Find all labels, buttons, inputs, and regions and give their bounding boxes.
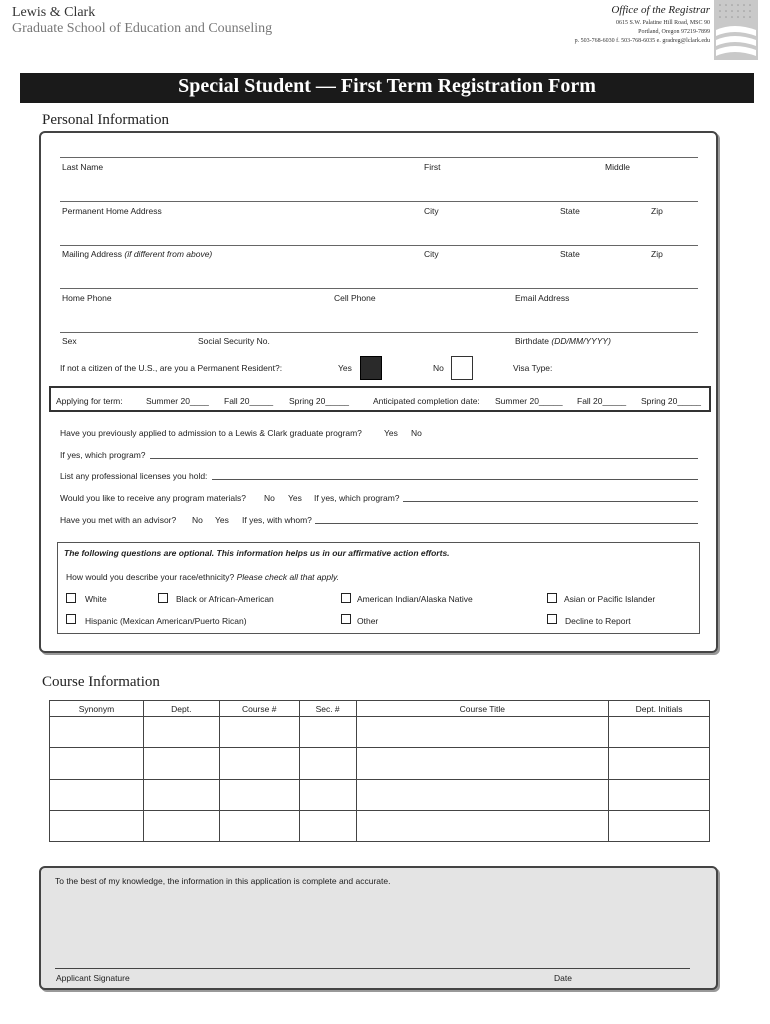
table-cell[interactable]: [50, 779, 144, 810]
home-phone-label: Home Phone: [62, 293, 112, 303]
school-name: Graduate School of Education and Counseling: [12, 21, 273, 36]
race-other-checkbox[interactable]: [341, 614, 351, 624]
col-section-number: Sec. #: [299, 701, 356, 717]
advisor-yes[interactable]: Yes: [215, 515, 229, 525]
sex-label: Sex: [62, 336, 77, 346]
applying-spring[interactable]: Spring 20_____: [289, 396, 350, 406]
race-decline-checkbox[interactable]: [547, 614, 557, 624]
table-cell[interactable]: [50, 810, 144, 841]
program-materials-no[interactable]: No: [264, 493, 275, 503]
perm-city-label: City: [424, 206, 439, 216]
table-cell[interactable]: [299, 748, 356, 779]
citizen-question: If not a citizen of the U.S., are you a Permanent Resident?:: [60, 363, 283, 373]
mail-state-label: State: [560, 249, 580, 259]
signature-date-label: Date: [554, 973, 572, 983]
course-table: [49, 700, 710, 842]
birthdate-label: [515, 336, 611, 346]
race-hispanic-label: Hispanic (Mexican American/Puerto Rican): [85, 616, 247, 626]
race-black-checkbox[interactable]: [158, 593, 168, 603]
office-title: Office of the Registrar: [611, 4, 710, 16]
permanent-address-label: Permanent Home Address: [62, 206, 162, 216]
licenses-label: List any professional licenses you hold:: [60, 471, 208, 481]
cell-phone-label: Cell Phone: [334, 293, 376, 303]
personal-info-heading: Personal Information: [42, 112, 170, 128]
race-decline-label: Decline to Report: [565, 616, 631, 626]
which-program-line[interactable]: [150, 458, 698, 459]
col-dept-initials: Dept. Initials: [609, 701, 710, 717]
visa-type-label: Visa Type:: [513, 363, 553, 373]
middle-name-label: Middle: [605, 162, 631, 172]
applying-fall[interactable]: Fall 20_____: [224, 396, 274, 406]
which-program-label: If yes, which program?: [60, 450, 146, 460]
table-row: [50, 810, 710, 841]
race-prompt-note: Please check all that apply.: [236, 572, 339, 582]
mail-zip-label: Zip: [651, 249, 663, 259]
certification-statement: To the best of my knowledge, the information in this application is complete and accurate.: [55, 876, 391, 886]
race-white-checkbox[interactable]: [66, 593, 76, 603]
advisor-whom-label: If yes, with whom?: [242, 515, 312, 525]
table-cell[interactable]: [143, 779, 219, 810]
completion-spring[interactable]: Spring 20_____: [641, 396, 702, 406]
name-line[interactable]: [60, 157, 698, 158]
org-name: Lewis & Clark: [12, 5, 96, 20]
race-white-label: White: [85, 594, 107, 604]
program-materials-yes[interactable]: Yes: [288, 493, 302, 503]
col-dept: Dept.: [143, 701, 219, 717]
table-cell[interactable]: [50, 748, 144, 779]
previous-application-no[interactable]: No: [411, 428, 422, 438]
applicant-signature-label: Applicant Signature: [56, 973, 130, 983]
table-cell[interactable]: [356, 748, 609, 779]
resident-no-label: No: [433, 363, 444, 373]
table-cell[interactable]: [609, 810, 710, 841]
race-black-label: Black or African-American: [176, 594, 274, 604]
table-cell[interactable]: [356, 717, 609, 748]
table-cell[interactable]: [143, 748, 219, 779]
previous-application-yes[interactable]: Yes: [384, 428, 398, 438]
mail-city-label: City: [424, 249, 439, 259]
anticipated-completion-label: Anticipated completion date:: [373, 396, 480, 406]
table-cell[interactable]: [609, 717, 710, 748]
table-row: [50, 748, 710, 779]
table-cell[interactable]: [219, 810, 299, 841]
table-cell[interactable]: [299, 779, 356, 810]
previous-application-question: Have you previously applied to admission to a Lewis & Clark graduate program?: [60, 428, 362, 438]
col-course-title: Course Title: [356, 701, 609, 717]
first-name-label: First: [424, 162, 441, 172]
course-info-heading: Course Information: [42, 674, 160, 690]
email-label: Email Address: [515, 293, 570, 303]
licenses-line[interactable]: [212, 479, 698, 480]
birthdate-format: (DD/MM/YYYY): [551, 336, 611, 346]
contact-line: p. 503-768-6030 f. 503-768-6035 e. gradreg@lclark.edu: [574, 38, 710, 44]
materials-which-program-line[interactable]: [403, 501, 698, 502]
resident-yes-label: Yes: [338, 363, 352, 373]
resident-yes-checkbox[interactable]: [360, 356, 382, 380]
race-american-indian-checkbox[interactable]: [341, 593, 351, 603]
race-other-label: Other: [357, 616, 379, 626]
phone-line[interactable]: [60, 288, 698, 289]
col-synonym: Synonym: [50, 701, 144, 717]
applying-term-label: Applying for term:: [56, 396, 123, 406]
advisor-no[interactable]: No: [192, 515, 203, 525]
table-cell[interactable]: [609, 748, 710, 779]
completion-summer[interactable]: Summer 20_____: [495, 396, 563, 406]
birthdate-label-text: Birthdate: [515, 336, 550, 346]
mailing-address-label-text: Mailing Address: [62, 249, 123, 259]
signature-line[interactable]: [55, 968, 690, 969]
race-asian-label: Asian or Pacific Islander: [564, 594, 656, 604]
mailing-address-label: [62, 249, 212, 259]
table-cell[interactable]: [219, 748, 299, 779]
applying-summer[interactable]: Summer 20____: [146, 396, 209, 406]
advisor-question: Have you met with an advisor?: [60, 515, 177, 525]
ssn-label: Social Security No.: [198, 336, 270, 346]
race-asian-checkbox[interactable]: [547, 593, 557, 603]
last-name-label: Last Name: [62, 162, 104, 172]
mailing-address-note: (if different from above): [124, 249, 213, 259]
perm-zip-label: Zip: [651, 206, 663, 216]
race-prompt-text: How would you describe your race/ethnicity?: [66, 572, 235, 582]
address-line-1: 0615 S.W. Palatine Hill Road, MSC 90: [616, 20, 710, 26]
table-cell[interactable]: [50, 717, 144, 748]
college-logo-icon: [714, 0, 758, 60]
table-cell[interactable]: [299, 810, 356, 841]
program-materials-question: Would you like to receive any program materials?: [60, 493, 246, 503]
resident-no-checkbox[interactable]: [451, 356, 473, 380]
completion-fall[interactable]: Fall 20_____: [577, 396, 627, 406]
permanent-address-line[interactable]: [60, 201, 698, 202]
table-row: [50, 779, 710, 810]
table-cell[interactable]: [219, 717, 299, 748]
table-row: [50, 717, 710, 748]
race-prompt: [66, 572, 339, 582]
address-line-2: Portland, Oregon 97219-7899: [638, 29, 710, 35]
col-course-number: Course #: [219, 701, 299, 717]
table-cell[interactable]: [609, 779, 710, 810]
race-american-indian-label: American Indian/Alaska Native: [357, 594, 473, 604]
table-cell[interactable]: [356, 810, 609, 841]
mailing-address-line[interactable]: [60, 245, 698, 246]
sex-ssn-birthdate-line[interactable]: [60, 332, 698, 333]
table-cell[interactable]: [143, 810, 219, 841]
perm-state-label: State: [560, 206, 580, 216]
race-hispanic-checkbox[interactable]: [66, 614, 76, 624]
table-cell[interactable]: [219, 779, 299, 810]
advisor-whom-line[interactable]: [315, 523, 698, 524]
table-cell[interactable]: [299, 717, 356, 748]
table-cell[interactable]: [356, 779, 609, 810]
table-cell[interactable]: [143, 717, 219, 748]
form-title: Special Student — First Term Registration Form: [178, 75, 596, 97]
course-header-row: [50, 701, 710, 717]
materials-which-program-label: If yes, which program?: [314, 493, 400, 503]
optional-intro: The following questions are optional. This information helps us in our affirmative action efforts.: [64, 548, 450, 558]
